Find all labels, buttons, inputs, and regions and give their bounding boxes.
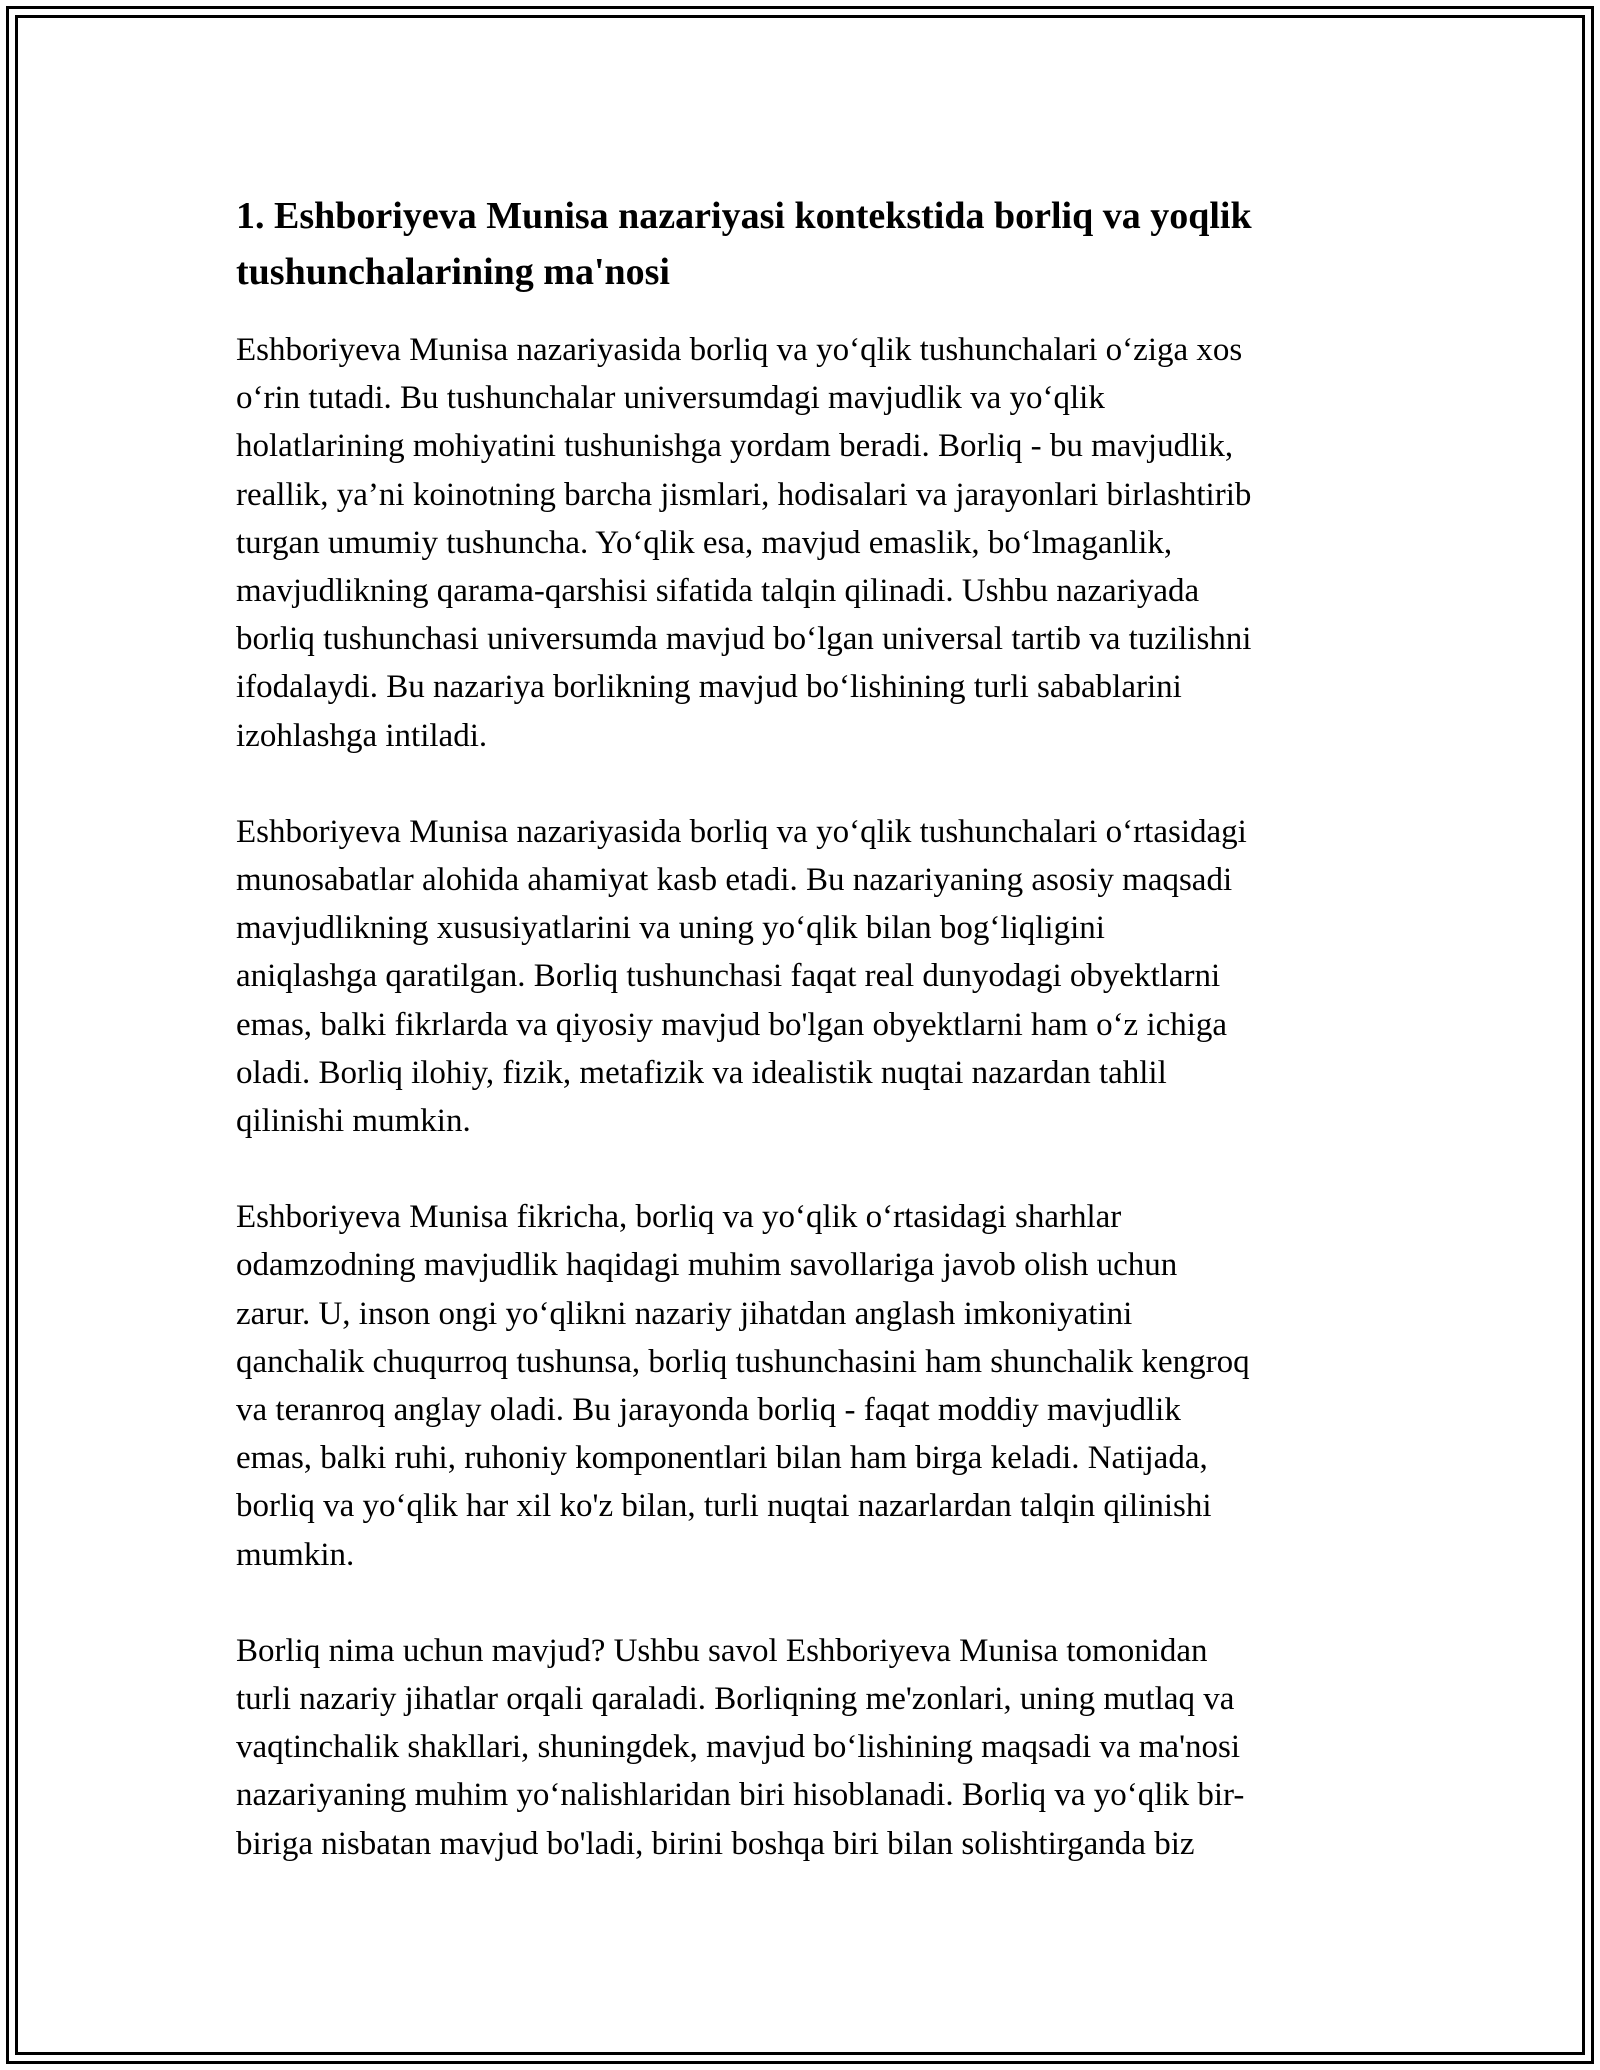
document-body	[236, 188, 1366, 1916]
paragraph-4: Borliq nima uchun mavjud? Ushbu savol Eshboriyeva Munisa tomonidan turli nazariy jihatlar orqali qaraladi. Borliqning me'zonlari, uning mutlaq va vaqtinchalik shakllari, shuningdek, mavjud boʻlishining maqsadi va ma'nosi nazariyaning muhim yoʻnalishlaridan biri hisoblanadi. Borliq va yoʻqlik bir- biriga nisbatan mavjud bo'ladi, birini boshqa biri bilan solishtirganda biz	[236, 1632, 1245, 1862]
paragraph-1: Eshboriyeva Munisa nazariyasida borliq va yoʻqlik tushunchalari oʻziga xos oʻrin tutadi. Bu tushunchalar universumdagi mavjudlik va yoʻqlik holatlarining mohiyatini tushunishga yordam beradi. Borliq - bu mavjudlik, reallik, ya’ni koinotning barcha jismlari, hodisalari va jarayonlari birlashtirib turgan umumiy tushuncha. Yoʻqlik esa, mavjud emaslik, boʻlmaganlik, mavjudlikning qarama-qarshisi sifatida talqin qilinadi. Ushbu nazariyada borliq tushunchasi universumda mavjud boʻlgan universal tartib va tuzilishni ifodalaydi. Bu nazariya borlikning mavjud boʻlishining turli sabablarini izohlashga intiladi.	[236, 332, 1252, 754]
section-heading: 1. Eshboriyeva Munisa nazariyasi kontekstida borliq va yoqlik tushunchalarining ma'nosi	[236, 195, 1252, 293]
paragraph-2: Eshboriyeva Munisa nazariyasida borliq va yoʻqlik tushunchalari oʻrtasidagi munosabatlar alohida ahamiyat kasb etadi. Bu nazariyaning asosiy maqsadi mavjudlikning xususiyatlarini va uning yoʻqlik bilan bogʻliqligini aniqlashga qaratilgan. Borliq tushunchasi faqat real dunyodagi obyektlarni emas, balki fikrlarda va qiyosiy mavjud bo'lgan obyektlarni ham oʻz ichiga oladi. Borliq ilohiy, fizik, metafizik va idealistik nuqtai nazardan tahlil qilinishi mumkin.	[236, 813, 1247, 1140]
paragraph-3: Eshboriyeva Munisa fikricha, borliq va yoʻqlik oʻrtasidagi sharhlar odamzodning mavjudlik haqidagi muhim savollariga javob olish uchun zarur. U, inson ongi yoʻqlikni nazariy jihatdan anglash imkoniyatini qanchalik chuqurroq tushunsa, borliq tushunchasini ham shunchalik kengroq va teranroq anglay oladi. Bu jarayonda borliq - faqat moddiy mavjudlik emas, balki ruhi, ruhoniy komponentlari bilan ham birga keladi. Natijada, borliq va yoʻqlik har xil ko'z bilan, turli nuqtai nazarlardan talqin qilinishi mumkin.	[236, 1199, 1250, 1573]
